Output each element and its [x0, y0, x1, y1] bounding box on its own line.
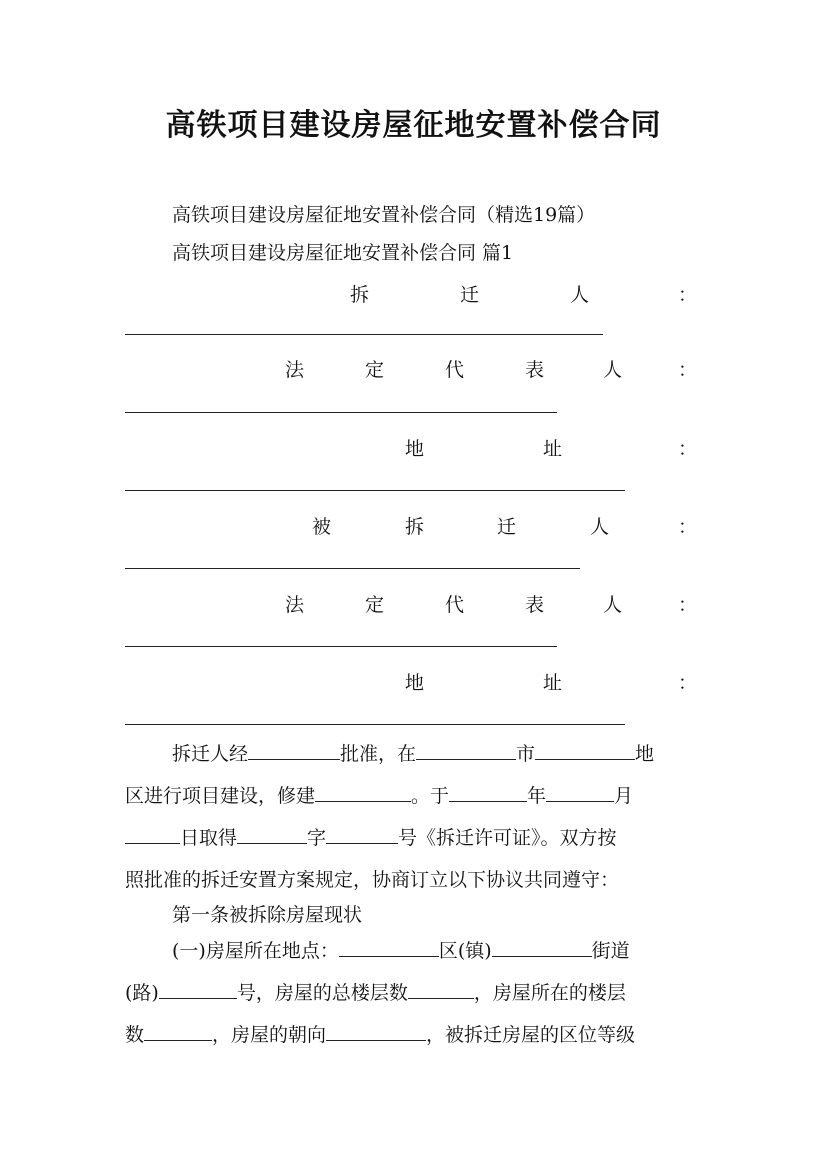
- text: 日取得: [180, 827, 238, 849]
- text: 。于: [411, 785, 450, 807]
- fill-in-line[interactable]: [125, 724, 625, 725]
- fill-in-line[interactable]: [125, 412, 557, 413]
- label-char: 迁: [460, 284, 480, 306]
- document-title: 高铁项目建设房屋征地安置补偿合同: [165, 108, 662, 143]
- text: 市: [516, 743, 536, 765]
- fill-in-line[interactable]: [125, 568, 580, 569]
- label-char: 代: [445, 594, 465, 616]
- label-char: 人: [603, 359, 623, 381]
- label-char: 定: [365, 594, 385, 616]
- field-colon: ：: [678, 284, 698, 306]
- label-char: 迁: [497, 516, 517, 538]
- article-heading: 第一条被拆除房屋现状: [172, 904, 363, 926]
- document-subtitle: 高铁项目建设房屋征地安置补偿合同（精选19篇）: [172, 204, 596, 226]
- fill-blank[interactable]: [237, 825, 307, 844]
- field-colon: ：: [678, 672, 698, 694]
- label-char: 地: [405, 438, 425, 460]
- label-char: 表: [525, 359, 545, 381]
- paragraph-house-location: [125, 930, 710, 1056]
- label-char: 表: [525, 594, 545, 616]
- label-char: 代: [445, 359, 465, 381]
- fill-in-line[interactable]: [125, 334, 603, 335]
- fill-blank[interactable]: [144, 1022, 212, 1041]
- fill-blank[interactable]: [125, 825, 180, 844]
- text: 区进行项目建设，修建: [125, 785, 316, 807]
- paragraph-line: [125, 775, 710, 817]
- field-label-address-2: [0, 668, 827, 692]
- fill-in-line[interactable]: [125, 490, 625, 491]
- label-char: 法: [285, 594, 305, 616]
- text: 月: [614, 785, 634, 807]
- text: 区(镇): [438, 940, 492, 962]
- text: (路): [125, 982, 159, 1004]
- text: 街道: [591, 940, 630, 962]
- label-char: 人: [590, 516, 610, 538]
- paragraph-line: [125, 930, 710, 972]
- label-char: 人: [603, 594, 623, 616]
- label-char: 被: [312, 516, 332, 538]
- field-label-demolisher: [0, 280, 827, 304]
- fill-blank[interactable]: [546, 783, 614, 802]
- fill-blank[interactable]: [315, 783, 411, 802]
- text: (一)房屋所在地点：: [172, 940, 339, 962]
- paragraph-line: [125, 817, 710, 859]
- field-colon: ：: [678, 594, 698, 616]
- text: 拆迁人经: [172, 743, 249, 765]
- label-char: 址: [543, 438, 563, 460]
- field-label-legal-representative-2: [0, 590, 827, 614]
- label-char: 人: [570, 284, 590, 306]
- label-char: 定: [365, 359, 385, 381]
- paragraph-line: [125, 972, 710, 1014]
- text: 年: [527, 785, 547, 807]
- text: 地: [635, 743, 655, 765]
- field-colon: ：: [678, 516, 698, 538]
- text: 号，房屋的总楼层数: [236, 982, 408, 1004]
- paragraph-line: [125, 733, 710, 775]
- text: ，房屋所在的楼层: [473, 982, 626, 1004]
- fill-blank[interactable]: [492, 938, 592, 957]
- field-colon: ：: [678, 359, 698, 381]
- paragraph-line: [125, 1014, 710, 1056]
- fill-blank[interactable]: [248, 741, 340, 760]
- fill-blank[interactable]: [535, 741, 635, 760]
- fill-blank[interactable]: [159, 980, 237, 999]
- paragraph-line: 照批准的拆迁安置方案规定，协商订立以下协议共同遵守：: [125, 869, 620, 891]
- fill-blank[interactable]: [326, 825, 398, 844]
- field-label-address: [0, 434, 827, 458]
- fill-blank[interactable]: [416, 741, 516, 760]
- fill-blank[interactable]: [339, 938, 439, 957]
- fill-blank[interactable]: [449, 783, 527, 802]
- field-colon: ：: [678, 438, 698, 460]
- text: 数: [125, 1024, 145, 1046]
- label-char: 址: [543, 672, 563, 694]
- label-char: 拆: [350, 284, 370, 306]
- label-char: 拆: [405, 516, 425, 538]
- field-label-relocatee: [0, 512, 827, 536]
- text: ，房屋的朝向: [212, 1024, 327, 1046]
- fill-blank[interactable]: [408, 980, 474, 999]
- text: 批准，在: [340, 743, 417, 765]
- text: 字: [307, 827, 327, 849]
- fill-blank[interactable]: [326, 1022, 426, 1041]
- text: ，被拆迁房屋的区位等级: [426, 1024, 636, 1046]
- field-label-legal-representative: [0, 355, 827, 379]
- section-heading: 高铁项目建设房屋征地安置补偿合同 篇1: [172, 242, 514, 264]
- label-char: 法: [285, 359, 305, 381]
- label-char: 地: [405, 672, 425, 694]
- fill-in-line[interactable]: [125, 646, 557, 647]
- paragraph-approval: [125, 733, 710, 901]
- text: 号《拆迁许可证》。双方按: [398, 827, 617, 849]
